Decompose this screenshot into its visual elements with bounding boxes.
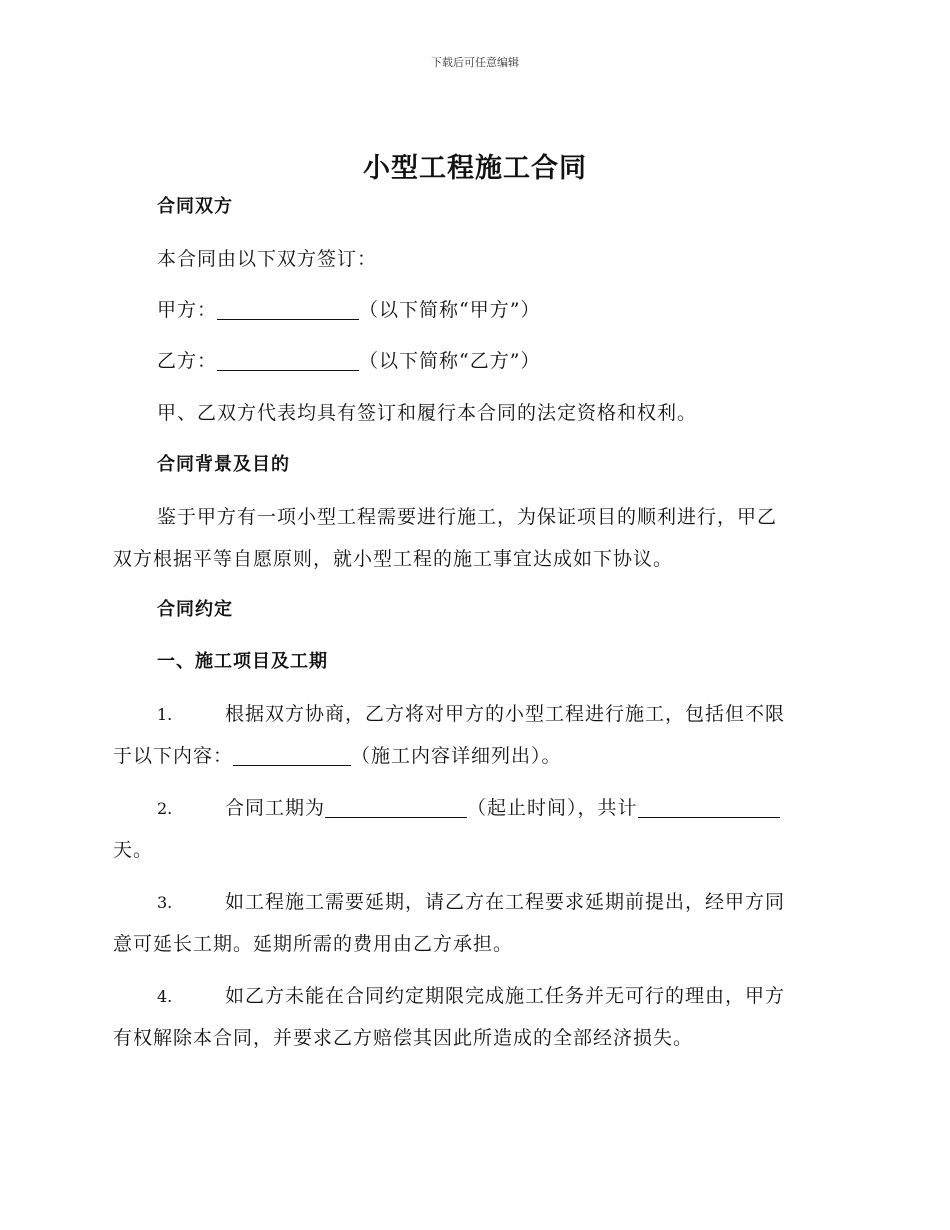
item-2-number: 2.	[157, 799, 173, 818]
party-b-blank[interactable]	[217, 346, 359, 371]
item-3-number: 3.	[157, 893, 173, 912]
background-para-line1: 鉴于甲方有一项小型工程需要进行施工，为保证项目的顺利进行，甲乙	[157, 506, 778, 528]
item-2-days-blank[interactable]	[638, 793, 780, 818]
item-4-line2: 有权解除本合同，并要求乙方赔偿其因此所造成的全部经济损失。	[113, 1027, 694, 1049]
item-1-line1	[113, 693, 843, 736]
document-title: 小型工程施工合同	[363, 153, 587, 184]
party-a-blank[interactable]	[217, 295, 359, 320]
item-1-number: 1.	[157, 705, 173, 724]
section-heading-background: 合同背景及目的	[157, 454, 290, 475]
background-para-line2: 双方根据平等自愿原则，就小型工程的施工事宜达成如下协议。	[113, 548, 674, 570]
parties-intro: 本合同由以下双方签订：	[157, 248, 378, 270]
party-b-note: （以下简称“乙方”）	[359, 350, 541, 372]
page-header-note: 下载后可任意编辑	[431, 56, 519, 69]
item-4-line1	[113, 975, 843, 1018]
item-2-text: 合同工期为	[225, 797, 326, 819]
section-heading-agreement: 合同约定	[157, 599, 233, 620]
item-3-line2: 意可延长工期。延期所需的费用由乙方承担。	[113, 933, 514, 955]
subheading-project-period: 一、施工项目及工期	[157, 651, 328, 672]
party-a-label: 甲方：	[157, 299, 218, 321]
section-heading-parties: 合同双方	[157, 196, 233, 217]
party-a-line	[157, 289, 887, 331]
item-3-line1	[113, 881, 843, 924]
party-b-line	[157, 340, 887, 382]
parties-rights: 甲、乙双方代表均具有签订和履行本合同的法定资格和权利。	[157, 402, 698, 424]
party-a-note: （以下简称“甲方”）	[359, 299, 541, 321]
item-2-text-2: （起止时间），共计	[467, 797, 638, 819]
item-2-period-blank[interactable]	[325, 793, 467, 818]
item-1-line2	[113, 735, 843, 777]
item-1-blank[interactable]	[233, 741, 351, 766]
item-1-text: 根据双方协商，乙方将对甲方的小型工程进行施工，包括但不限	[225, 703, 786, 725]
item-4-number: 4.	[157, 987, 173, 1006]
party-b-label: 乙方：	[157, 350, 218, 372]
item-2-line2: 天。	[113, 839, 154, 861]
item-4-text: 如乙方未能在合同约定期限完成施工任务并无可行的理由，甲方	[225, 985, 786, 1007]
item-2-line1	[113, 787, 843, 830]
item-1-note: （施工内容详细列出）。	[351, 745, 562, 767]
item-1-label: 于以下内容：	[113, 745, 234, 767]
item-3-text: 如工程施工需要延期，请乙方在工程要求延期前提出，经甲方同	[225, 891, 786, 913]
